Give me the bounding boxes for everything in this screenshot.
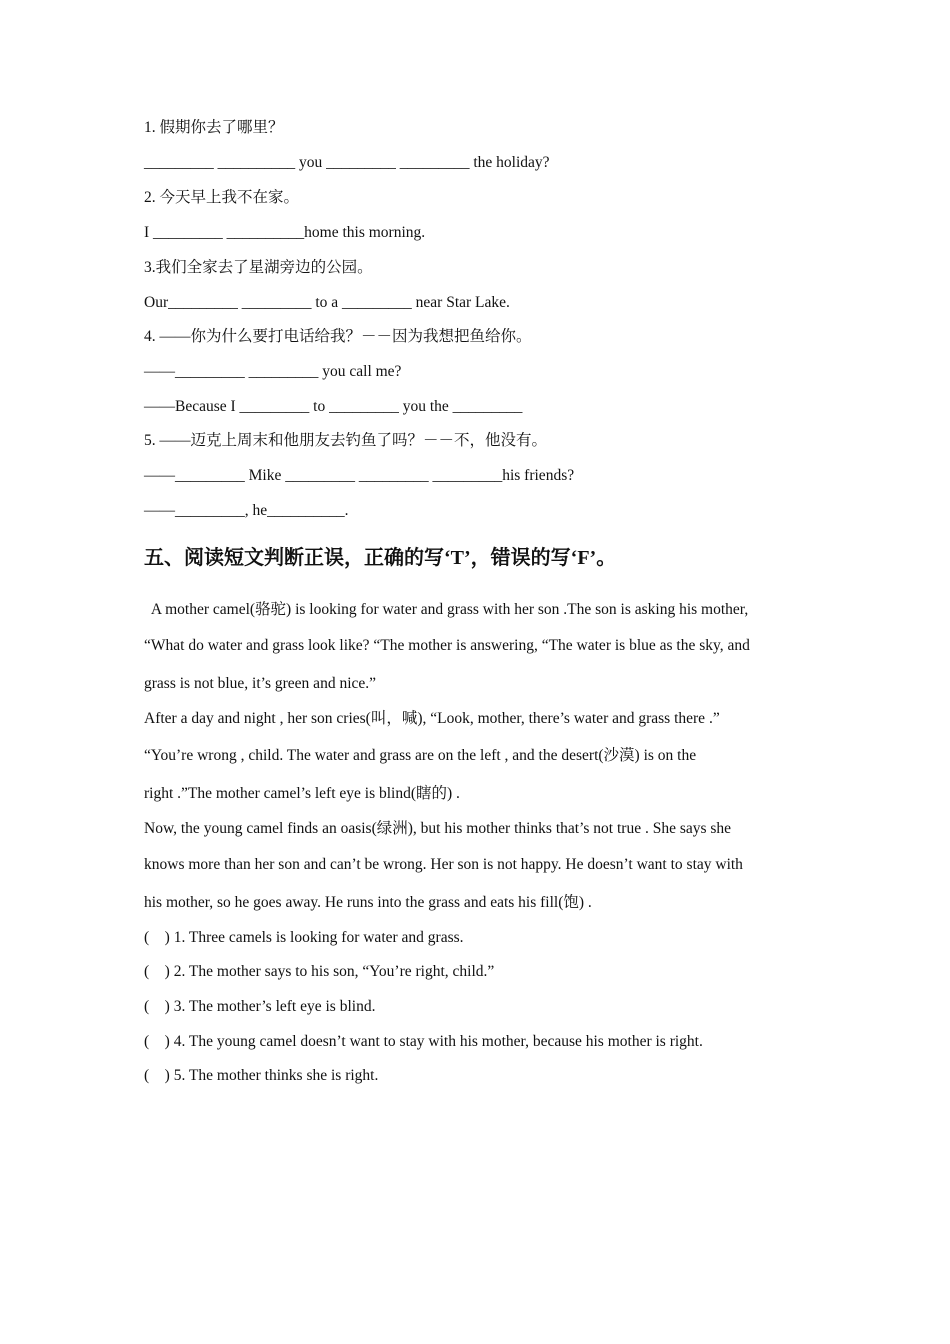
passage-line: “You’re wrong , child. The water and grass are on the left , and the desert(沙漠) is on the <box>144 747 697 764</box>
q5-english-answer: ——_________, he__________. <box>144 502 349 519</box>
q2-english: I _________ __________home this morning. <box>144 224 426 241</box>
statement-3: ( ) 3. The mother’s left eye is blind. <box>144 998 376 1015</box>
q1-english: _________ __________ you _________ _________ the holiday? <box>144 154 550 171</box>
q4-english-question: ——_________ _________ you call me? <box>144 363 402 380</box>
passage-line: “What do water and grass look like? “The mother is answering, “The water is blue as the sky, and <box>144 637 750 654</box>
q3-chinese: 3.我们全家去了星湖旁边的公园。 <box>144 259 373 276</box>
q5-chinese: 5. ——迈克上周末和他朋友去钓鱼了吗？－－不，他没有。 <box>144 432 548 449</box>
passage-line: After a day and night , her son cries(叫，喊), “Look, mother, there’s water and grass there .” <box>144 710 720 727</box>
q4-chinese: 4. ——你为什么要打电话给我？－－因为我想把鱼给你。 <box>144 328 532 345</box>
passage-line: grass is not blue, it’s green and nice.” <box>144 675 377 692</box>
statement-4: ( ) 4. The young camel doesn’t want to stay with his mother, because his mother is right. <box>144 1033 703 1050</box>
passage-line: right .”The mother camel’s left eye is blind(瞎的) . <box>144 785 460 802</box>
statement-5: ( ) 5. The mother thinks she is right. <box>144 1067 379 1084</box>
q1-chinese: 1. 假期你去了哪里？ <box>144 119 284 136</box>
q5-english-question: ——_________ Mike _________ _________ _________his friends? <box>144 467 575 484</box>
q2-chinese: 2. 今天早上我不在家。 <box>144 189 300 206</box>
section-five-heading: 五、阅读短文判断正误，正确的写‘T’，错误的写‘F’。 <box>144 547 617 569</box>
statement-2: ( ) 2. The mother says to his son, “You’re right, child.” <box>144 963 495 980</box>
q3-english: Our_________ _________ to a _________ near Star Lake. <box>144 294 510 311</box>
passage-line: knows more than her son and can’t be wrong. Her son is not happy. He doesn’t want to stay with <box>144 856 743 873</box>
statement-1: ( ) 1. Three camels is looking for water and grass. <box>144 929 464 946</box>
passage-line: A mother camel(骆驼) is looking for water and grass with her son .The son is asking his mother, <box>144 601 749 618</box>
q4-english-answer: ——Because I _________ to _________ you the _________ <box>144 398 523 415</box>
passage-line: his mother, so he goes away. He runs into the grass and eats his fill(饱) . <box>144 894 592 911</box>
passage-line: Now, the young camel finds an oasis(绿洲), but his mother thinks that’s not true . She says she <box>144 820 732 837</box>
